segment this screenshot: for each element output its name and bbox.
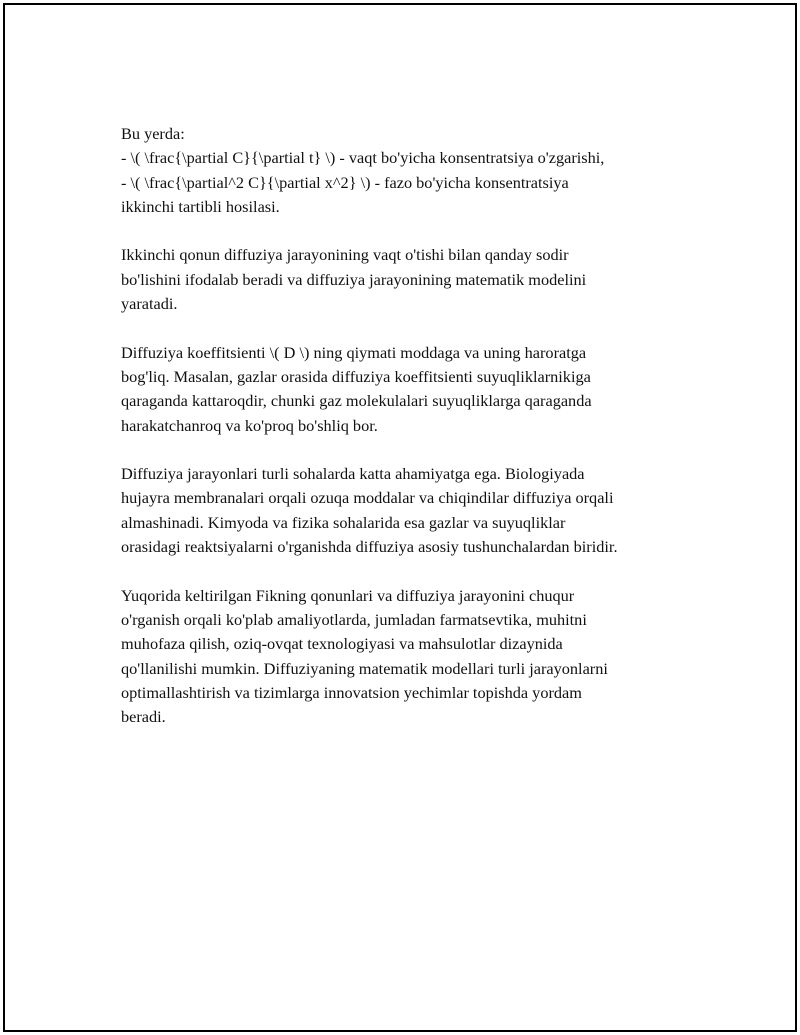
- text-line: Bu yerda:: [121, 124, 185, 143]
- text-line: Yuqorida keltirilgan Fikning qonunlari va diffuziya jarayonini chuqur: [121, 585, 575, 605]
- text-line: Diffuziya koeffitsienti \( D \) ning qiymati moddaga va uning haroratga: [121, 342, 587, 362]
- text-line: - \( \frac{\partial C}{\partial t} \) - vaqt bo'yicha konsentratsiya o'zgarishi,: [121, 148, 605, 168]
- paragraph-applications: [121, 462, 696, 559]
- text-line: qaraganda kattaroqdir, chunki gaz molekulalari suyuqliklarga qaraganda: [121, 391, 592, 411]
- paragraph-definitions: [121, 122, 696, 219]
- text-line: ikkinchi tartibli hosilasi.: [121, 196, 280, 216]
- text-line: orasidagi reaktsiyalarni o'rganishda diffuziya asosiy tushunchalardan biridir.: [121, 537, 618, 557]
- text-line: almashinadi. Kimyoda va fizika sohalarida esa gazlar va suyuqliklar: [121, 512, 566, 532]
- paragraph-second-law: [121, 243, 696, 316]
- text-line: hujayra membranalari orqali ozuqa moddalar va chiqindilar diffuziya orqali: [121, 488, 614, 508]
- text-line: harakatchanroq va ko'proq bo'shliq bor.: [121, 415, 378, 435]
- text-line: Diffuziya jarayonlari turli sohalarda katta ahamiyatga ega. Biologiyada: [121, 464, 585, 484]
- text-line: beradi.: [121, 707, 166, 727]
- text-line: - \( \frac{\partial^2 C}{\partial x^2} \) - fazo bo'yicha konsentratsiya: [121, 172, 569, 192]
- text-line: optimallashtirish va tizimlarga innovatsion yechimlar topishda yordam: [121, 682, 582, 702]
- document-body: [121, 122, 696, 754]
- text-line: bog'liq. Masalan, gazlar orasida diffuziya koeffitsienti suyuqliklarnikiga: [121, 366, 591, 386]
- text-line: o'rganish orqali ko'plab amaliyotlarda, jumladan farmatsevtika, muhitni: [121, 609, 587, 629]
- text-line: bo'lishini ifodalab beradi va diffuziya jarayonining matematik modelini: [121, 269, 587, 289]
- document-page: [3, 3, 797, 1032]
- text-line: muhofaza qilish, oziq-ovqat texnologiyasi va mahsulotlar dizaynida: [121, 634, 563, 654]
- text-line: yaratadi.: [121, 294, 178, 314]
- text-line: Ikkinchi qonun diffuziya jarayonining vaqt o'tishi bilan qanday sodir: [121, 245, 569, 265]
- paragraph-conclusion: [121, 584, 696, 730]
- text-line: qo'llanilishi mumkin. Diffuziyaning matematik modellari turli jarayonlarni: [121, 658, 608, 678]
- paragraph-diffusion-coefficient: [121, 341, 696, 438]
